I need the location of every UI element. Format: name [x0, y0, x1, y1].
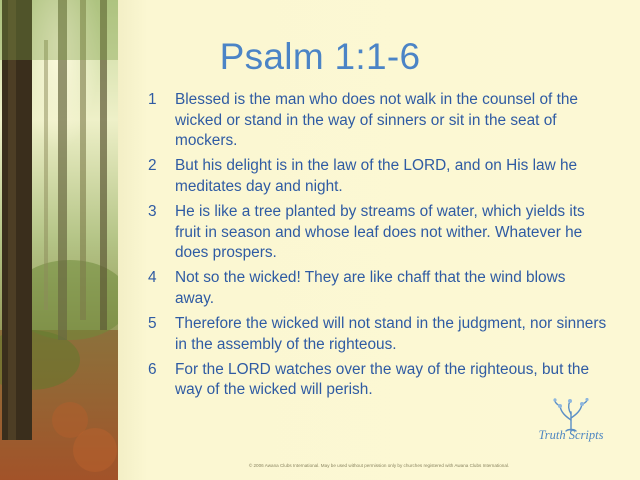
verse-text: But his delight is in the law of the LORD, and on His law he meditates day and night.: [175, 157, 578, 195]
verse-text: Therefore the wicked will not stand in the judgment, nor sinners in the assembly of the righteous.: [175, 314, 607, 353]
verse-number: 6: [148, 360, 157, 378]
tree-icon: [528, 398, 614, 432]
verse-number: 5: [148, 314, 157, 332]
verse-text: Blessed is the man who does not walk in the counsel of the wicked or stand in the way of sinners or sit in the seat of mockers.: [175, 91, 578, 150]
truthscripts-logo: [528, 398, 614, 450]
verse-text: He is like a tree planted by streams of water, which yields its fruit in season and whose leaf does not wither. Whatever he does prospers.: [175, 202, 585, 262]
verse-item: [148, 360, 608, 401]
slide-title: Psalm 1:1-6: [219, 36, 421, 77]
verse-text: For the LORD watches over the way of the righteous, but the way of the wicked will perish.: [175, 360, 590, 399]
copyright-notice: © 2006 Awana Clubs International. May be used without permission only by churches registered with Awana Clubs International.: [248, 463, 510, 468]
forest-image: [0, 0, 118, 480]
verse-text: Not so the wicked! They are like chaff that the wind blows away.: [175, 269, 566, 307]
verse-item: [148, 90, 608, 152]
verse-number: 3: [148, 202, 157, 220]
verse-item: [148, 314, 608, 355]
verse-number: 1: [148, 91, 157, 108]
logo-wordmark: Truth Scripts: [538, 428, 604, 442]
verse-list: [148, 90, 608, 405]
verse-item: [148, 268, 608, 309]
verse-number: 2: [148, 157, 157, 175]
verse-item: [148, 156, 608, 197]
verse-item: [148, 202, 608, 264]
verse-number: 4: [148, 269, 157, 287]
